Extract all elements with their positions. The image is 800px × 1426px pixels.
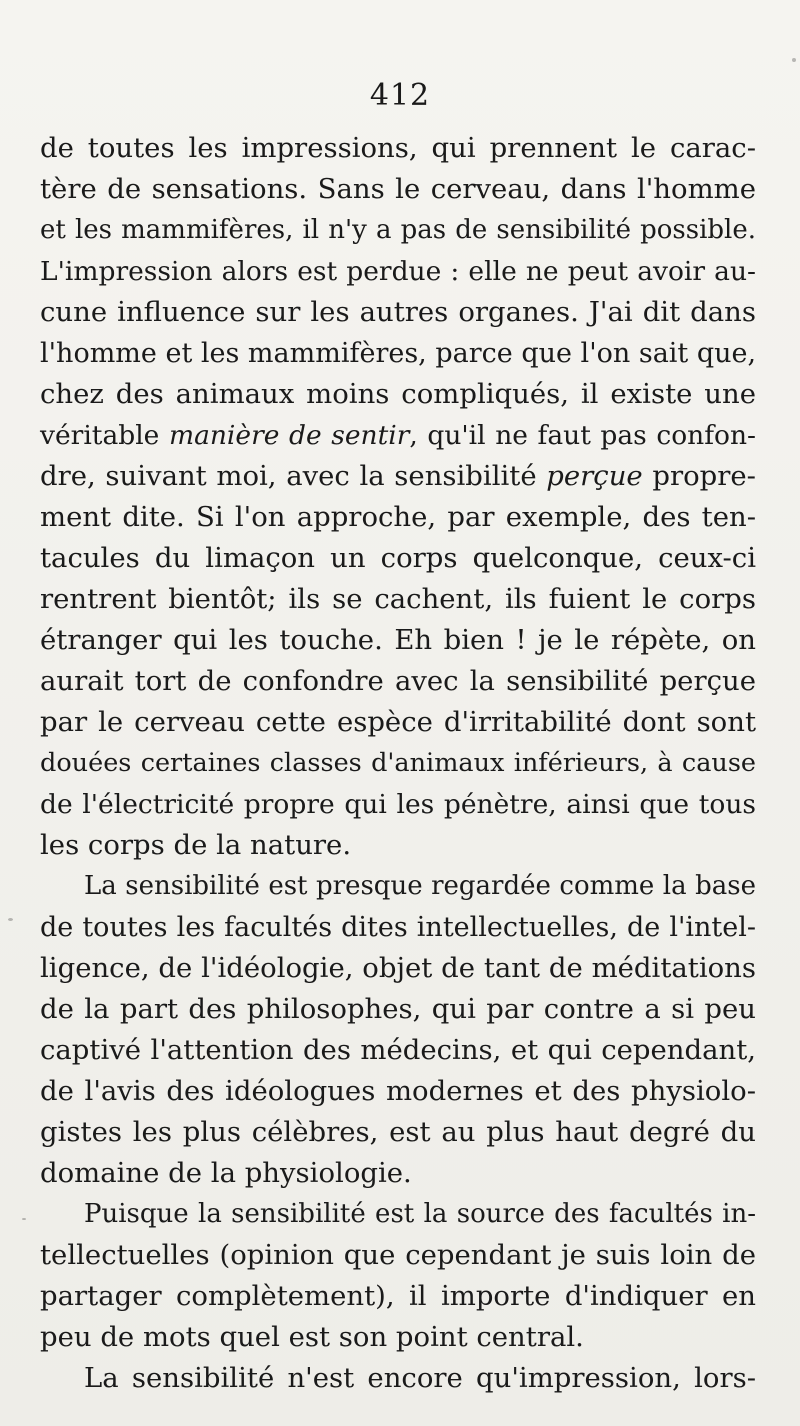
text-line: ligence, de l'idéologie, objet de tant de méditations bbox=[40, 952, 756, 984]
text-line: étranger qui les touche. Eh bien ! je le répète, on bbox=[40, 624, 756, 656]
text-line: et les mammifères, il n'y a pas de sensibilité possible. bbox=[40, 215, 756, 245]
text-line: partager complètement), il importe d'indiquer en bbox=[40, 1280, 756, 1312]
paragraph-last-line: domaine de la physiologie. bbox=[40, 1157, 412, 1189]
line-text-after: propre- bbox=[642, 460, 756, 492]
body-text bbox=[40, 128, 756, 1399]
paper-speck bbox=[22, 1218, 26, 1220]
text-line: gistes les plus célèbres, est au plus haut degré du bbox=[40, 1116, 756, 1148]
italic-phrase: manière de sentir bbox=[168, 420, 410, 451]
text-line: captivé l'attention des médecins, et qui cependant, bbox=[40, 1034, 756, 1066]
paragraph-first-line: La sensibilité est presque regardée comme la base bbox=[84, 871, 756, 901]
text-line: de l'électricité propre qui les pénètre, ainsi que tous bbox=[40, 789, 756, 820]
text-line: douées certaines classes d'animaux inférieurs, à cause bbox=[40, 748, 756, 778]
paragraph-first-line: Puisque la sensibilité est la source des facultés in- bbox=[84, 1199, 756, 1229]
line-text-before: véritable bbox=[40, 420, 169, 451]
paper-speck bbox=[8, 918, 13, 921]
page-number: 412 bbox=[369, 78, 431, 113]
text-line: cune influence sur les autres organes. J'ai dit dans bbox=[40, 296, 756, 328]
text-line: de toutes les impressions, qui prennent le carac- bbox=[40, 132, 756, 164]
text-line: de la part des philosophes, qui par contre a si peu bbox=[40, 993, 756, 1025]
text-line: par le cerveau cette espèce d'irritabilité dont sont bbox=[40, 706, 756, 738]
text-line: tellectuelles (opinion que cependant je suis loin de bbox=[40, 1239, 756, 1271]
text-line-with-italic bbox=[40, 415, 756, 456]
paragraph-first-line: La sensibilité n'est encore qu'impression, lors- bbox=[84, 1362, 756, 1394]
text-line: l'homme et les mammifères, parce que l'on sait que, bbox=[40, 338, 757, 369]
text-line: chez des animaux moins compliqués, il existe une bbox=[40, 378, 756, 410]
text-line: tère de sensations. Sans le cerveau, dans l'homme bbox=[40, 173, 756, 205]
line-text-after: , qu'il ne faut pas confon- bbox=[409, 420, 756, 451]
paragraph-last-line: les corps de la nature. bbox=[40, 829, 352, 861]
text-line: de toutes les facultés dites intellectuelles, de l'intel- bbox=[40, 912, 756, 943]
text-line: aurait tort de confondre avec la sensibilité perçue bbox=[40, 665, 756, 697]
text-line-with-italic bbox=[40, 456, 756, 497]
text-line: L'impression alors est perdue : elle ne peut avoir au- bbox=[40, 256, 756, 287]
italic-phrase: perçue bbox=[546, 460, 643, 492]
text-line: rentrent bientôt; ils se cachent, ils fuient le corps bbox=[40, 583, 756, 615]
text-line: de l'avis des idéologues modernes et des physiolo- bbox=[40, 1075, 756, 1107]
text-line: tacules du limaçon un corps quelconque, ceux-ci bbox=[40, 542, 756, 574]
line-text-before: dre, suivant moi, avec la sensibilité bbox=[40, 460, 547, 492]
text-line: ment dite. Si l'on approche, par exemple, des ten- bbox=[40, 501, 756, 533]
paper-speck bbox=[792, 58, 796, 62]
paragraph-last-line: peu de mots quel est son point central. bbox=[40, 1321, 584, 1353]
